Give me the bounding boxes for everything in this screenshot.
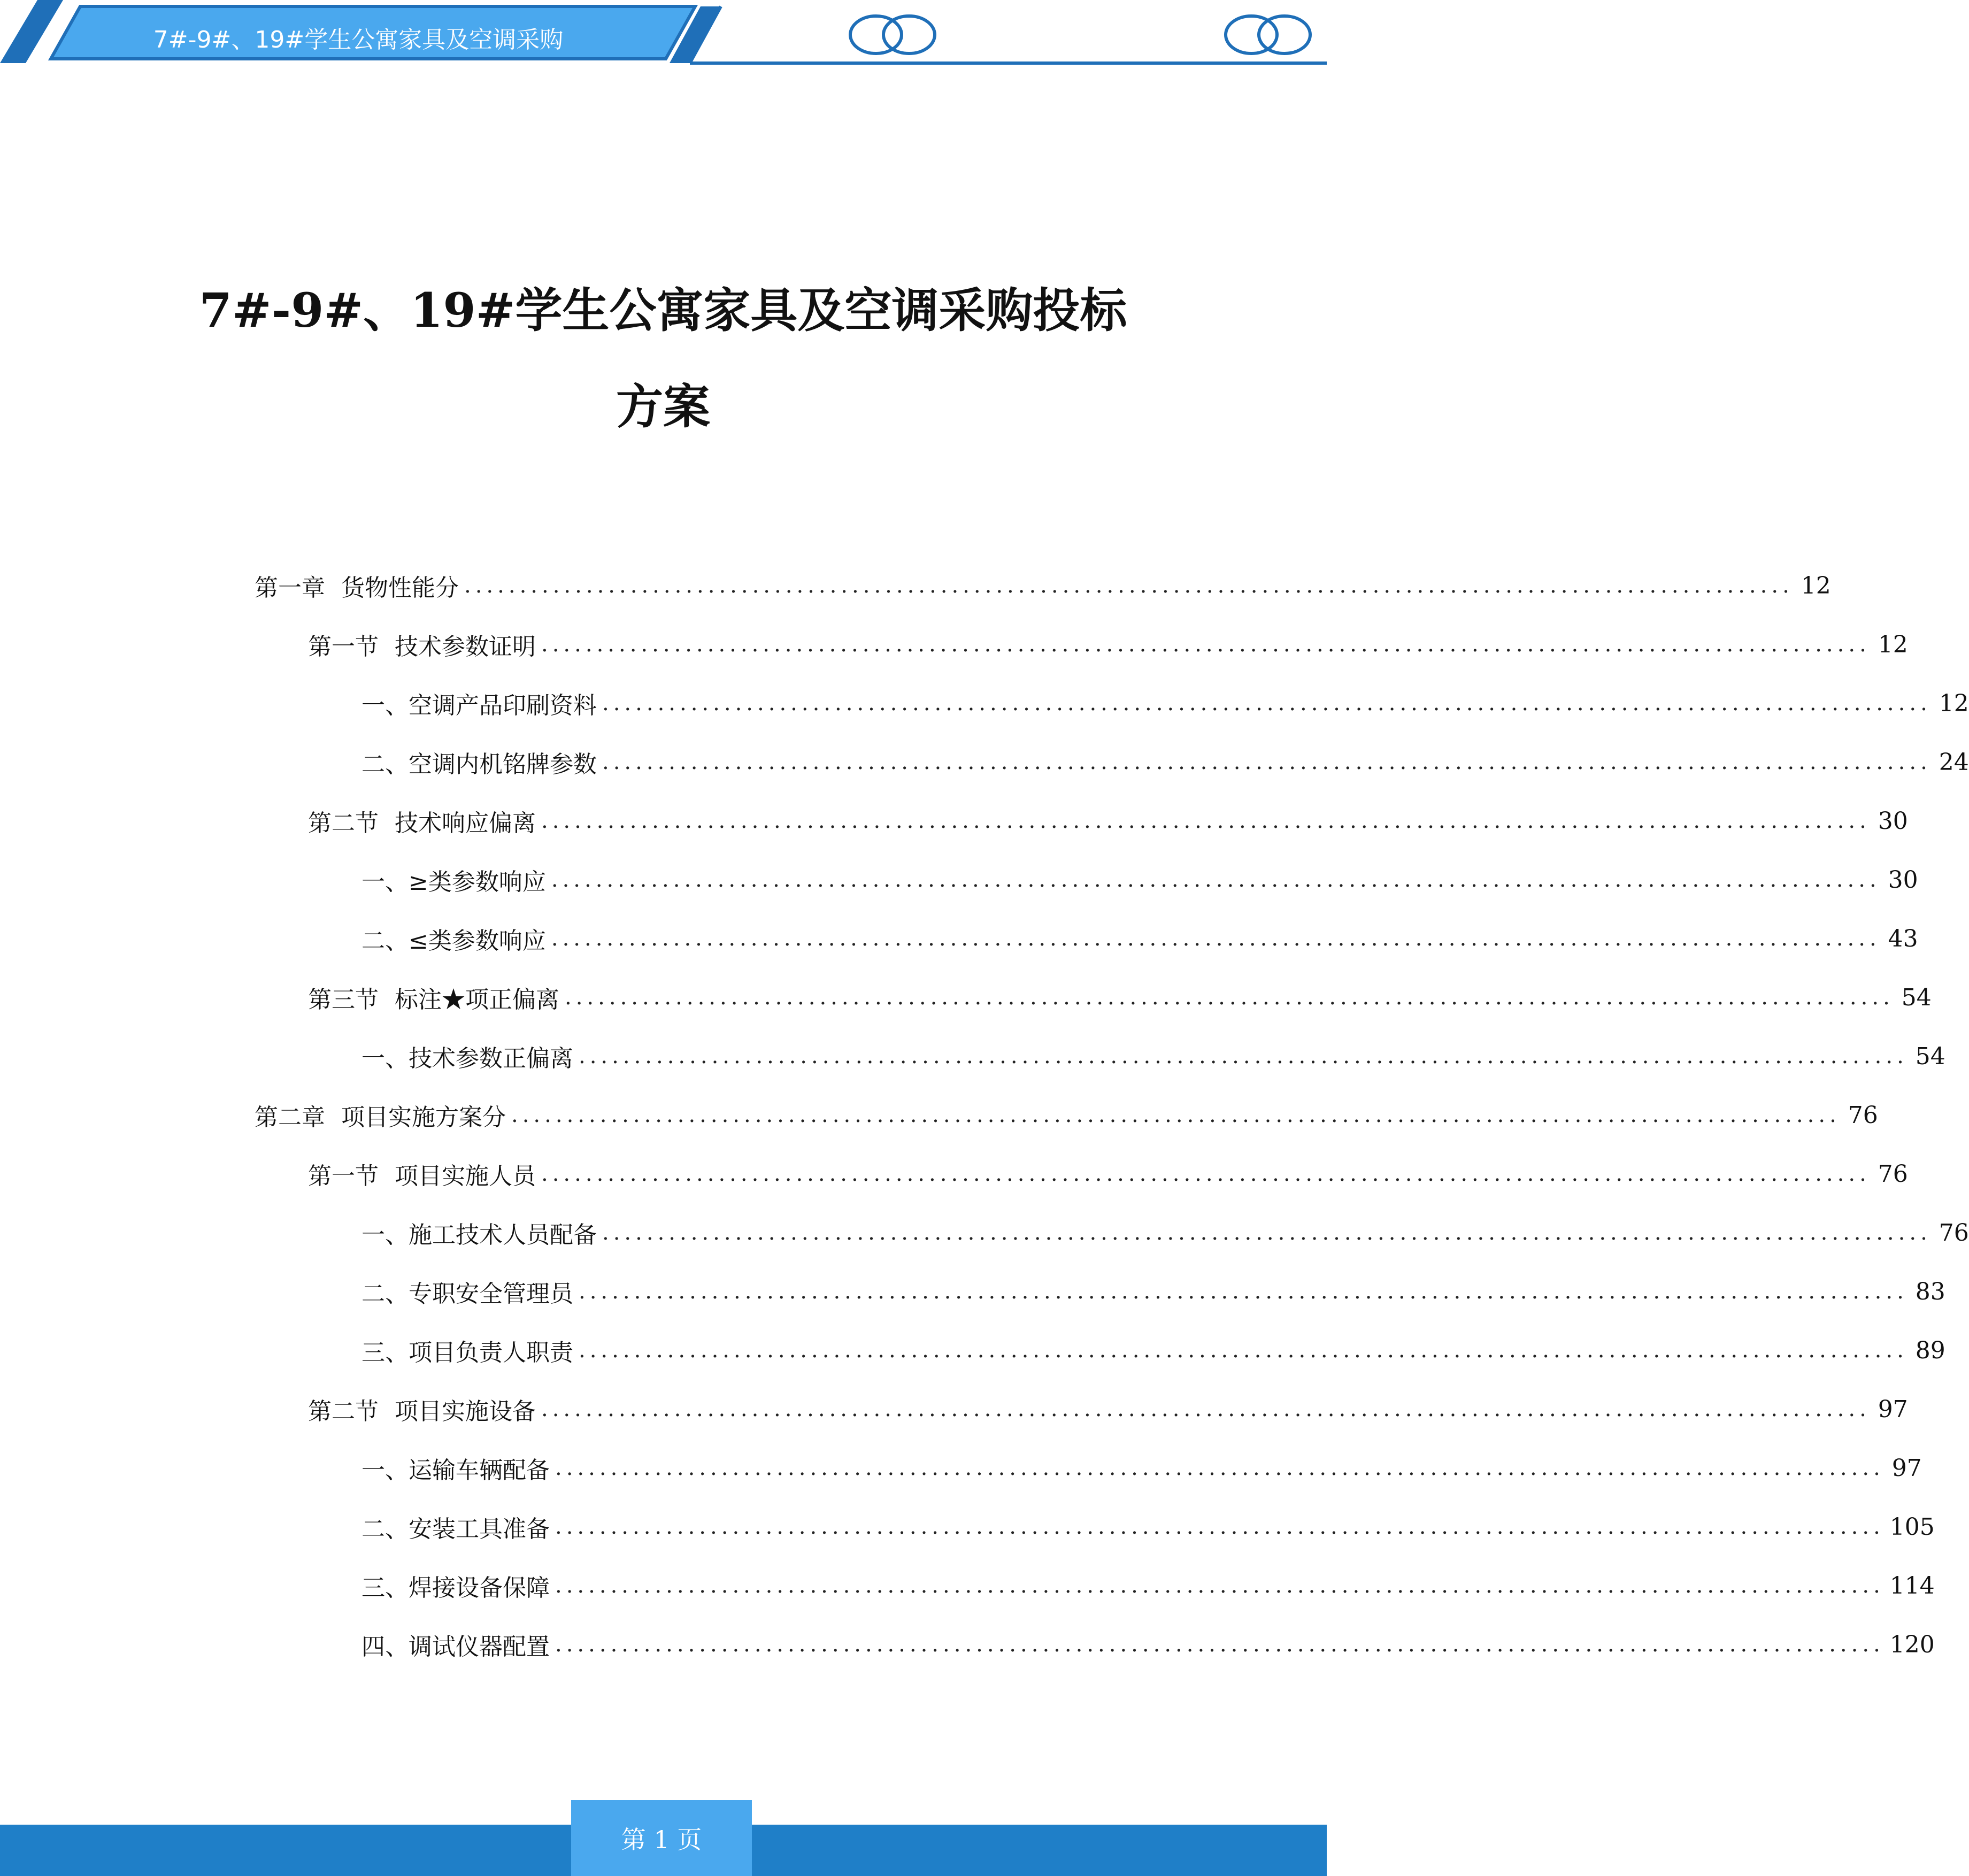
- toc-entry-prefix: 第二章: [255, 1104, 325, 1131]
- toc-entry-title: 项目实施人员: [395, 1163, 536, 1190]
- toc-entry-page: 30: [1878, 807, 1908, 835]
- toc-leader-dots: ........................................................................................................................: [551, 926, 1881, 951]
- toc-entry-page: 54: [1915, 1042, 1945, 1070]
- toc-entry-page: 97: [1878, 1395, 1908, 1423]
- toc-entry-title: 施工技术人员配备: [409, 1221, 597, 1249]
- toc-entry-page: 12: [1801, 572, 1831, 599]
- toc-entry-title: 运输车辆配备: [409, 1457, 550, 1484]
- toc-entry-prefix: 第二节: [308, 810, 379, 837]
- toc-leader-dots: ........................................................................................................................: [541, 632, 1871, 657]
- toc-entry-prefix: 一、: [362, 1221, 409, 1249]
- toc-entry-title: 专职安全管理员: [409, 1280, 573, 1308]
- toc-entry[interactable]: [362, 861, 1918, 898]
- toc-entry-prefix: 一、: [362, 1457, 409, 1484]
- toc-entry-title: 调试仪器配置: [409, 1633, 550, 1660]
- toc-entry-page: 30: [1888, 866, 1918, 894]
- toc-entry[interactable]: [362, 1273, 1945, 1310]
- toc-entry-prefix: 二、: [362, 1280, 409, 1308]
- toc-entry-page: 76: [1939, 1219, 1969, 1247]
- document-title-line2: 方案: [616, 379, 710, 434]
- toc-entry-title: 焊接设备保障: [409, 1574, 550, 1602]
- toc-leader-dots: ........................................................................................................................: [579, 1279, 1908, 1304]
- toc-entry-title: 货物性能分: [341, 574, 459, 602]
- toc-leader-dots: ........................................................................................................................: [602, 691, 1932, 716]
- toc-entry[interactable]: [308, 802, 1908, 840]
- toc-leader-dots: ........................................................................................................................: [555, 1514, 1885, 1539]
- toc-entry-page: 97: [1891, 1454, 1922, 1482]
- toc-entry[interactable]: [362, 685, 1969, 722]
- toc-entry[interactable]: [308, 1155, 1908, 1193]
- toc-entry-page: 24: [1939, 748, 1969, 776]
- toc-leader-dots: ........................................................................................................................: [602, 1220, 1932, 1245]
- toc-entry-prefix: 第一章: [255, 574, 325, 602]
- toc-entry-prefix: 三、: [362, 1339, 409, 1366]
- toc-entry-page: 54: [1901, 983, 1932, 1011]
- toc-leader-dots: ........................................................................................................................: [541, 1397, 1871, 1421]
- toc-entry[interactable]: [362, 1214, 1969, 1251]
- toc-entry-title: 技术参数正偏离: [409, 1045, 573, 1072]
- toc-entry-prefix: 一、: [362, 692, 409, 719]
- toc-entry-prefix: 一、: [362, 1045, 409, 1072]
- toc-entry-title: 技术响应偏离: [395, 810, 536, 837]
- rings-icon: [850, 16, 935, 53]
- toc-entry[interactable]: [362, 1037, 1945, 1075]
- toc-leader-dots: ........................................................................................................................: [579, 1044, 1908, 1068]
- toc-leader-dots: ........................................................................................................................: [555, 1632, 1885, 1657]
- toc-entry[interactable]: [362, 1508, 1935, 1546]
- toc-entry-title: 标注★项正偏离: [395, 986, 559, 1013]
- toc-entry[interactable]: [362, 1332, 1945, 1369]
- toc-leader-dots: ........................................................................................................................: [555, 1573, 1885, 1598]
- toc-entry[interactable]: [255, 567, 1831, 604]
- document-title: [160, 262, 1166, 455]
- toc-entry[interactable]: [255, 1096, 1878, 1134]
- toc-entry-prefix: 一、: [362, 868, 409, 896]
- toc-leader-dots: ........................................................................................................................: [565, 985, 1894, 1010]
- toc-leader-dots: ........................................................................................................................: [602, 750, 1932, 774]
- toc-leader-dots: ........................................................................................................................: [511, 1103, 1841, 1127]
- toc-entry-prefix: 四、: [362, 1633, 409, 1660]
- document-title-line1: 7#-9#、19#学生公寓家具及空调采购投标: [199, 282, 1127, 338]
- toc-entry-prefix: 三、: [362, 1574, 409, 1602]
- toc-entry-prefix: 第三节: [308, 986, 379, 1013]
- toc-entry-title: ≤类参数响应: [409, 927, 546, 955]
- toc-leader-dots: ........................................................................................................................: [541, 1162, 1871, 1186]
- toc-entry-title: 安装工具准备: [409, 1516, 550, 1543]
- toc-entry[interactable]: [362, 1626, 1935, 1663]
- toc-entry-page: 105: [1889, 1513, 1935, 1541]
- header-title: 7#-9#、19#学生公寓家具及空调采购: [153, 26, 564, 53]
- toc-leader-dots: ........................................................................................................................: [555, 1456, 1885, 1480]
- toc-entry-title: 空调内机铭牌参数: [409, 751, 597, 778]
- toc-entry[interactable]: [308, 979, 1932, 1016]
- page-number: 第 1 页: [571, 1800, 752, 1876]
- toc-entry-page: 89: [1915, 1336, 1945, 1364]
- toc-entry-title: 空调产品印刷资料: [409, 692, 597, 719]
- toc-entry-page: 43: [1888, 925, 1918, 952]
- toc-entry-page: 120: [1889, 1631, 1935, 1658]
- toc-leader-dots: ........................................................................................................................: [541, 809, 1871, 833]
- toc-entry[interactable]: [362, 920, 1918, 957]
- toc-entry[interactable]: [308, 1390, 1908, 1428]
- toc-entry-page: 83: [1915, 1278, 1945, 1305]
- rings-icon: [1226, 16, 1310, 53]
- toc-leader-dots: ........................................................................................................................: [579, 1338, 1908, 1363]
- toc-entry-title: 项目负责人职责: [409, 1339, 573, 1366]
- toc-entry-prefix: 第一节: [308, 1163, 379, 1190]
- toc-entry-page: 12: [1878, 631, 1908, 658]
- toc-entry-page: 114: [1889, 1572, 1935, 1600]
- toc-entry[interactable]: [362, 1567, 1935, 1604]
- toc-leader-dots: ........................................................................................................................: [464, 573, 1794, 598]
- toc-entry-page: 76: [1848, 1101, 1878, 1129]
- toc-entry-page: 12: [1939, 689, 1969, 717]
- toc-entry[interactable]: [308, 626, 1908, 663]
- toc-leader-dots: ........................................................................................................................: [551, 867, 1881, 892]
- toc-entry[interactable]: [362, 743, 1969, 781]
- toc-entry-title: 项目实施方案分: [341, 1104, 506, 1131]
- toc-entry-prefix: 二、: [362, 751, 409, 778]
- toc-entry-title: 项目实施设备: [395, 1398, 536, 1425]
- toc-entry-title: ≥类参数响应: [409, 868, 546, 896]
- toc-entry-page: 76: [1878, 1160, 1908, 1188]
- toc-entry[interactable]: [362, 1449, 1922, 1487]
- toc-entry-title: 技术参数证明: [395, 633, 536, 660]
- toc-entry-prefix: 第一节: [308, 633, 379, 660]
- toc-entry-prefix: 二、: [362, 927, 409, 955]
- toc-entry-prefix: 二、: [362, 1516, 409, 1543]
- toc-entry-prefix: 第二节: [308, 1398, 379, 1425]
